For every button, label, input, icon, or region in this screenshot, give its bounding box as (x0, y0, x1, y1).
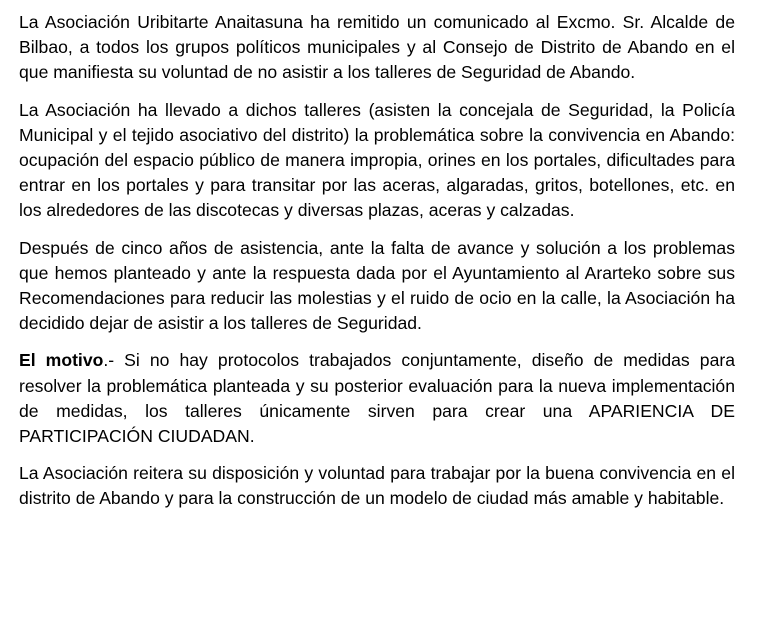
paragraph-closing (19, 461, 735, 511)
paragraph-text: La Asociación ha llevado a dichos talleres (asisten la concejala de Seguridad, la Policía Municipal y el tejido asociativo del distrito) la problemática sobre la convivencia en Abando: ocupación del espacio público de manera impropia, orines en los portales, dificultades para entrar en los portales y para transitar por las aceras, algaradas, gritos, botellones, etc. en los alrededores de las discotecas y diversas plazas, aceras y calzadas. (19, 99, 735, 221)
document-body (19, 10, 735, 512)
paragraph-text: .- Si no hay protocolos trabajados conjuntamente, diseño de medidas para resolver la problemática planteada y su posterior evaluación para la nueva implementación de medidas, los talleres únicamente sirven para crear una APARIENCIA DE PARTICIPACIÓN CIUDADAN. (19, 350, 735, 447)
paragraph-problems (19, 98, 735, 224)
paragraph-text: La Asociación reitera su disposición y voluntad para trabajar por la buena convivencia en el distrito de Abando y para la construcción de un modelo de ciudad más amable y habitable. (19, 463, 735, 509)
paragraph-decision (19, 236, 735, 337)
motive-lead: El motivo (19, 350, 104, 371)
paragraph-text: La Asociación Uribitarte Anaitasuna ha remitido un comunicado al Excmo. Sr. Alcalde de Bilbao, a todos los grupos políticos municipales y al Consejo de Distrito de Abando en el que manifiesta su voluntad de no asistir a los talleres de Seguridad de Abando. (19, 12, 735, 83)
paragraph-motive (19, 348, 735, 449)
paragraph-communique (19, 10, 735, 86)
paragraph-text: Después de cinco años de asistencia, ante la falta de avance y solución a los problemas que hemos planteado y ante la respuesta dada por el Ayuntamiento al Ararteko sobre sus Recomendaciones para reducir las molestias y el ruido de ocio en la calle, la Asociación ha decidido dejar de asistir a los talleres de Seguridad. (19, 237, 735, 334)
